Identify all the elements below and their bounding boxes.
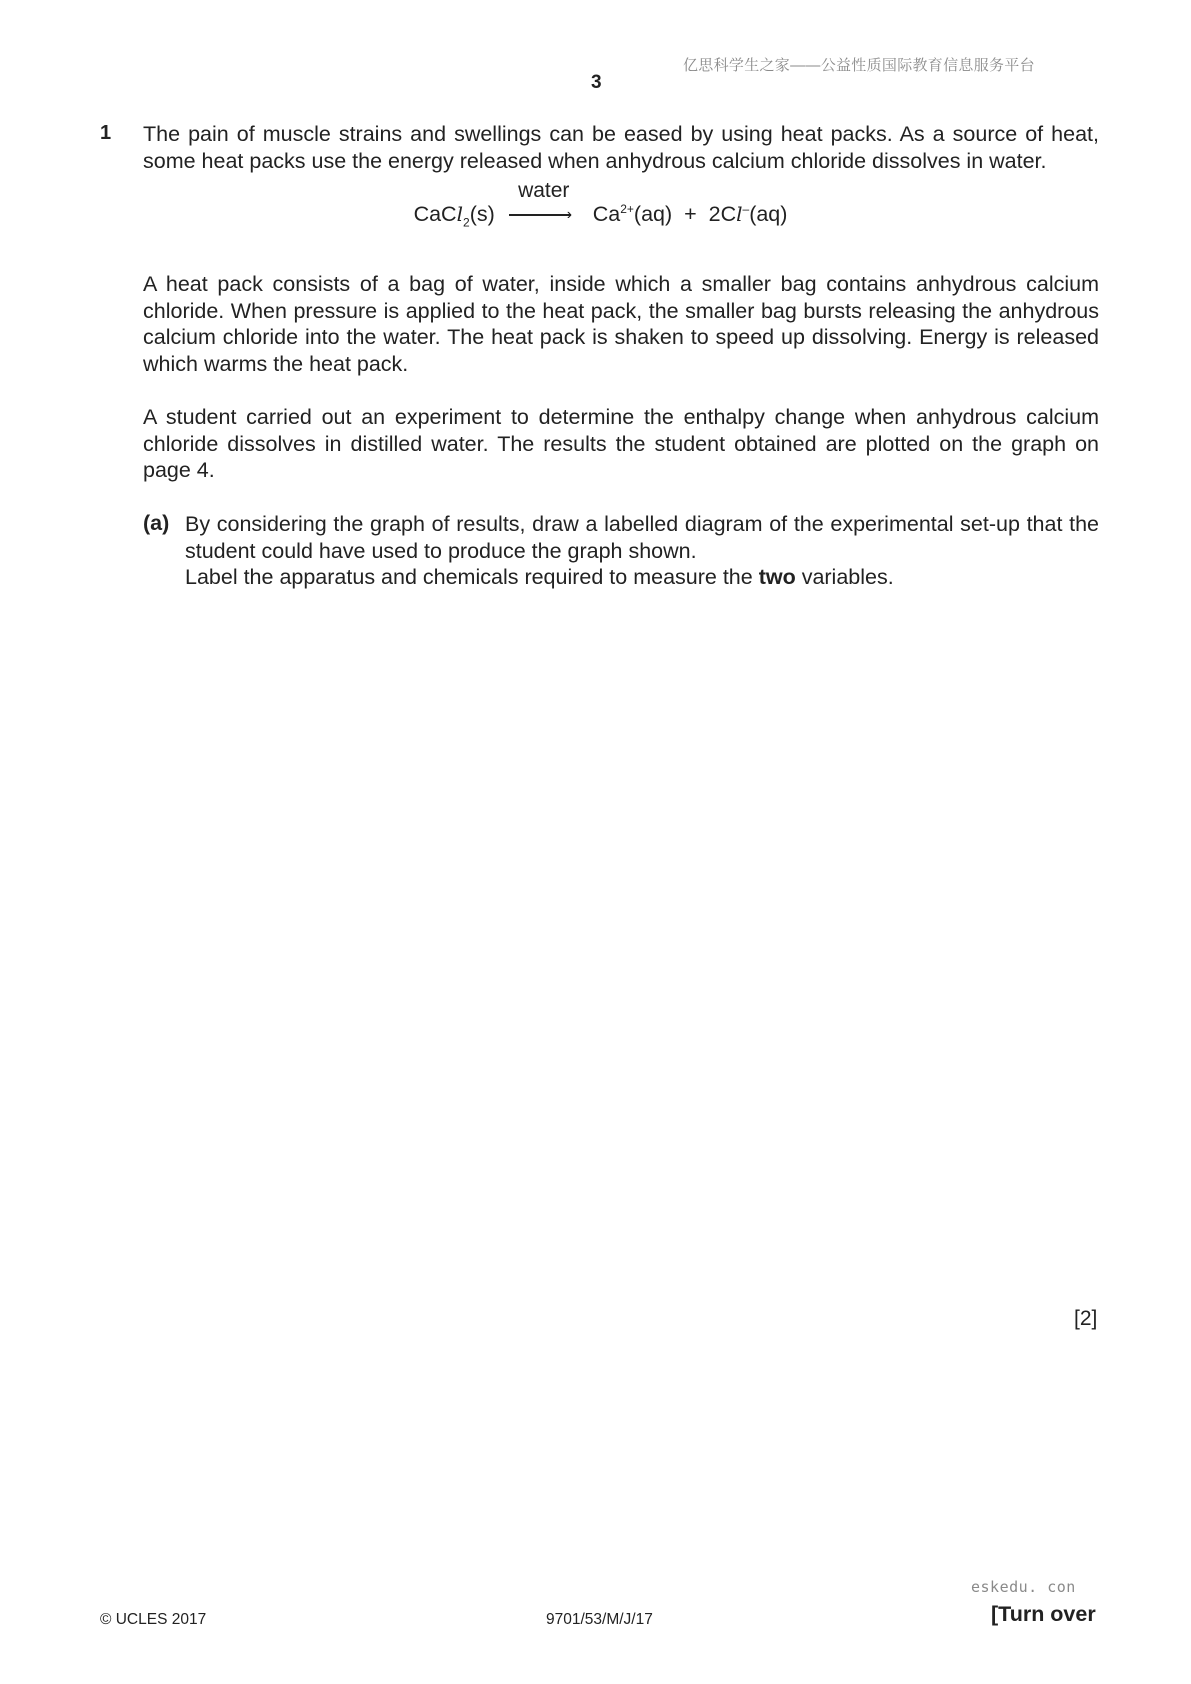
header-watermark: 亿思科学生之家——公益性质国际教育信息服务平台 (683, 57, 1035, 74)
marks-allocation: [2] (1074, 1307, 1098, 1330)
arrow-head-icon: › (566, 206, 573, 224)
eq-plus: + (684, 202, 697, 227)
footer-watermark: eskedu. con (971, 1578, 1076, 1596)
experiment-description: A student carried out an experiment to determine the enthalpy change when anhydrous calcium chloride dissolves in distilled water. The results the student obtained are plotted on the graph on page 4. (143, 405, 1099, 482)
eq-product1-state: (aq) (633, 202, 673, 227)
eq-product1-charge: 2+ (620, 202, 634, 216)
eq-product2-l: l (736, 202, 743, 227)
footer-copyright: © UCLES 2017 (100, 1611, 207, 1628)
question-number: 1 (100, 122, 112, 144)
eq-product1: Ca (592, 202, 621, 227)
arrow-label: water (518, 179, 570, 203)
part-a-question: By considering the graph of results, draw a labelled diagram of the experimental set-up that the student could have used to produce the graph shown. (185, 512, 1099, 563)
part-a-text (185, 511, 1099, 591)
footer-paper-code: 9701/53/M/J/17 (546, 1611, 653, 1628)
eq-product2-charge: – (742, 202, 750, 216)
eq-product2-prefix: 2C (708, 202, 737, 227)
chemical-equation (0, 179, 1191, 230)
eq-reactant-subscript: 2 (463, 215, 470, 230)
instruction-after: variables. (795, 565, 894, 589)
heat-pack-description: A heat pack consists of a bag of water, inside which a smaller bag contains anhydrous calcium chloride. When pressure is applied to the heat pack, the smaller bag bursts releasing the anhydrous calcium chloride into the water. The heat pack is shaken to speed up dissolving. Energy is released which warms the heat pack. (143, 272, 1099, 376)
question-intro: The pain of muscle strains and swellings can be eased by using heat packs. As a source of heat, some heat packs use the energy released when anhydrous calcium chloride dissolves in water. (143, 122, 1099, 173)
part-a-label: (a) (143, 511, 170, 535)
reaction-arrow (509, 179, 579, 225)
turn-over-label: [Turn over (991, 1602, 1096, 1626)
instruction-bold: two (758, 565, 796, 589)
eq-reactant-state: (s) (469, 202, 495, 227)
page-number: 3 (591, 72, 602, 93)
eq-reactant-l: l (456, 202, 463, 227)
arrow-line (509, 214, 571, 215)
instruction-before: Label the apparatus and chemicals required to measure the (185, 565, 759, 589)
eq-reactant-prefix: CaC (413, 202, 457, 227)
eq-product2-state: (aq) (749, 202, 788, 227)
part-a-instruction (185, 564, 1099, 591)
